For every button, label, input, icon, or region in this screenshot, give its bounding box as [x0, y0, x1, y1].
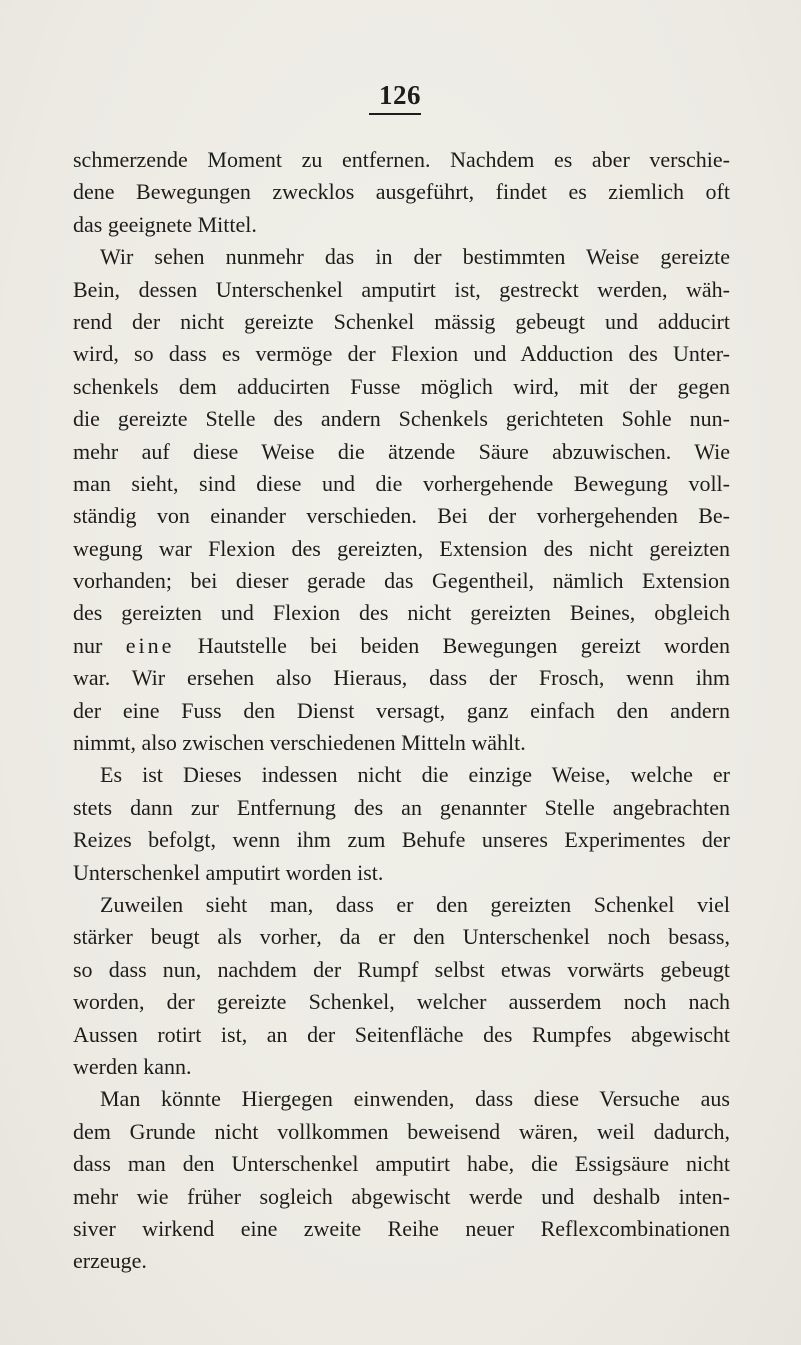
text-line: werden kann.	[73, 1053, 192, 1079]
text-line: so dass nun, nachdem der Rumpf selbst etwas vorwärts gebeugt	[73, 956, 730, 982]
text-line: wird, so dass es vermöge der Flexion und Adduction des Unter-	[73, 341, 730, 367]
text-line: der eine Fuss den Dienst versagt, ganz einfach den andern	[73, 697, 730, 723]
text-line: rend der nicht gereizte Schenkel mässig gebeugt und adducirt	[73, 308, 730, 334]
text-line: war. Wir ersehen also Hieraus, dass der Frosch, wenn ihm	[73, 665, 730, 691]
text-line: siver wirkend eine zweite Reihe neuer Reflexcombinationen	[73, 1215, 730, 1241]
page-number: 126	[379, 80, 421, 110]
text-line: stärker beugt als vorher, da er den Unterschenkel noch besass,	[73, 924, 730, 950]
text-line: mehr auf diese Weise die ätzende Säure abzuwischen. Wie	[73, 438, 730, 464]
text-line: Bein, dessen Unterschenkel amputirt ist, gestreckt werden, wäh-	[73, 276, 730, 302]
text-line: vorhanden; bei dieser gerade das Gegentheil, nämlich Extension	[73, 568, 730, 594]
body-text	[73, 144, 730, 1278]
text-segment: Hautstelle bei beiden Bewegungen gereizt worden	[197, 632, 730, 658]
text-line: Unterschenkel amputirt worden ist.	[73, 859, 384, 885]
text-line: dass man den Unterschenkel amputirt habe, die Essigsäure nicht	[73, 1151, 730, 1177]
text-line: dem Grunde nicht vollkommen beweisend wären, weil dadurch,	[73, 1118, 730, 1144]
text-segment: nur	[73, 632, 103, 658]
page-number-underline	[369, 113, 421, 115]
text-line: Es ist Dieses indessen nicht die einzige Weise, welche er	[100, 762, 730, 788]
text-line: wegung war Flexion des gereizten, Extension des nicht gereizten	[73, 535, 730, 561]
text-line: schmerzende Moment zu entfernen. Nachdem es aber verschie-	[73, 147, 730, 172]
text-line: ständig von einander verschieden. Bei der vorhergehenden Be-	[73, 503, 730, 529]
text-line: die gereizte Stelle des andern Schenkels gerichteten Sohle nun-	[73, 406, 730, 432]
emphasized-word: eine	[125, 632, 175, 658]
text-line: mehr wie früher sogleich abgewischt werde und deshalb inten-	[73, 1183, 730, 1209]
text-line: dene Bewegungen zwecklos ausgeführt, findet es ziemlich oft	[73, 179, 730, 205]
text-line: Zuweilen sieht man, dass er den gereizten Schenkel viel	[100, 891, 730, 917]
text-line: das geeignete Mittel.	[73, 211, 257, 237]
text-line: Man könnte Hiergegen einwenden, dass diese Versuche aus	[100, 1086, 730, 1112]
text-line: stets dann zur Entfernung des an genannter Stelle angebrachten	[73, 794, 730, 820]
text-line: Wir sehen nunmehr das in der bestimmten Weise gereizte	[100, 244, 730, 270]
text-line: Aussen rotirt ist, an der Seitenfläche des Rumpfes abgewischt	[73, 1021, 730, 1047]
text-line	[73, 630, 730, 662]
text-line: erzeuge.	[73, 1248, 147, 1274]
text-line: worden, der gereizte Schenkel, welcher ausserdem noch nach	[73, 989, 730, 1015]
text-line: man sieht, sind diese und die vorhergehende Bewegung voll-	[73, 470, 730, 496]
text-line: nimmt, also zwischen verschiedenen Mitteln wählt.	[73, 730, 526, 756]
text-line: schenkels dem adducirten Fusse möglich wird, mit der gegen	[73, 373, 730, 399]
text-line: Reizes befolgt, wenn ihm zum Behufe unseres Experimentes der	[73, 827, 730, 853]
text-line: des gereizten und Flexion des nicht gereizten Beines, obgleich	[73, 600, 730, 626]
